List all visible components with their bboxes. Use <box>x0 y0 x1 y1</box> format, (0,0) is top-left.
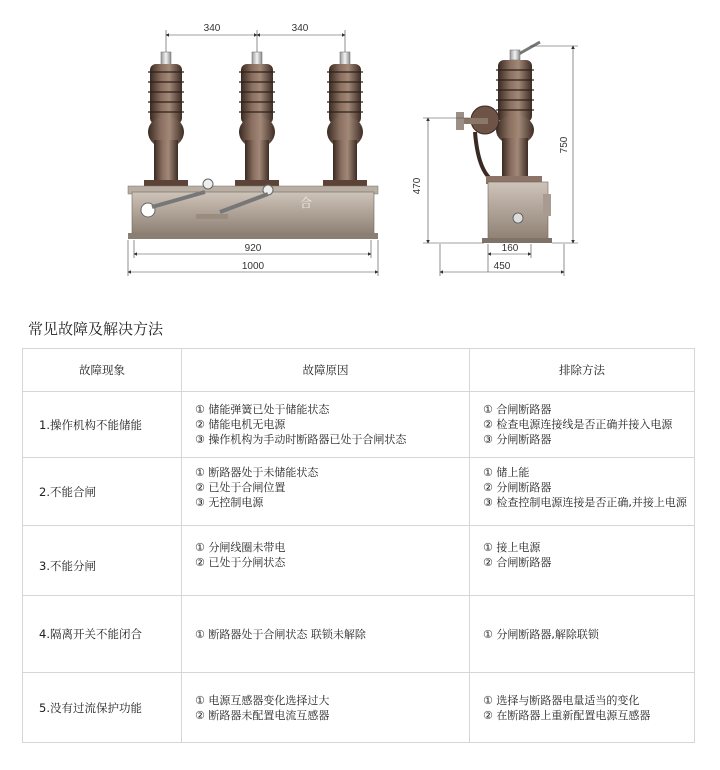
dim-phase-left: 340 <box>203 23 221 34</box>
remedy-cell <box>470 596 695 673</box>
front-view <box>128 23 378 276</box>
table-row <box>23 673 695 743</box>
remedy-line: ③ 分闸断路器 <box>483 433 552 446</box>
remedy-line: ② 检查电源连接线是否正确并接入电源 <box>483 418 673 431</box>
cause-line: ③ 无控制电源 <box>195 496 264 509</box>
cause-cell <box>182 673 470 743</box>
cause-line: ① 断路器处于未储能状态 <box>195 466 319 479</box>
insulator-pole <box>235 52 279 190</box>
remedy-cell <box>470 458 695 526</box>
dim-phase-right: 340 <box>291 23 309 34</box>
remedy-line: ① 分闸断路器,解除联锁 <box>483 627 599 641</box>
cause-cell <box>182 526 470 596</box>
table-header-row <box>23 349 695 392</box>
cause-line: ② 已处于分闸状态 <box>195 556 286 569</box>
cause-cell <box>182 596 470 673</box>
cause-line: ③ 操作机构为手动时断路器已处于合闸状态 <box>195 433 407 446</box>
remedy-line: ① 合闸断路器 <box>483 403 552 416</box>
insulator-pole <box>323 52 367 190</box>
remedy-line: ① 选择与断路器电量适当的变化 <box>483 693 640 707</box>
remedy-line: ② 分闸断路器 <box>483 481 552 494</box>
dim-bottom-small: 160 <box>501 243 519 254</box>
symptom-cell: 4.隔离开关不能闭合 <box>23 596 182 673</box>
cause-line: ② 断路器未配置电流互感器 <box>195 708 330 722</box>
table-row <box>23 392 695 458</box>
cause-line: ② 已处于合闸位置 <box>195 481 286 494</box>
technical-drawing <box>0 0 720 300</box>
cause-line: ② 储能电机无电源 <box>195 418 286 431</box>
remedy-line: ③ 检查控制电源连接是否正确,并接上电源 <box>483 496 687 509</box>
nameplate-text: 合 <box>300 196 313 210</box>
remedy-cell <box>470 673 695 743</box>
table-row <box>23 596 695 673</box>
dim-height-mid: 470 <box>412 177 423 195</box>
dim-overall-width: 1000 <box>241 261 265 272</box>
table-row <box>23 526 695 596</box>
remedy-line: ① 接上电源 <box>483 541 541 554</box>
dim-bottom-overall: 450 <box>493 261 511 272</box>
symptom-cell: 3.不能分闸 <box>23 526 182 596</box>
dim-base-width: 920 <box>244 243 262 254</box>
insulator-pole <box>144 52 188 190</box>
cause-line: ① 断路器处于合闸状态 联锁未解除 <box>195 627 366 641</box>
cause-line: ① 分闸线圈未带电 <box>195 541 286 554</box>
symptom-cell: 1.操作机构不能储能 <box>23 392 182 458</box>
cause-cell <box>182 392 470 458</box>
remedy-line: ② 在断路器上重新配置电源互感器 <box>483 708 651 722</box>
remedy-cell <box>470 526 695 596</box>
cause-line: ① 储能弹簧已处于储能状态 <box>195 403 330 416</box>
section-title: 常见故障及解决方法 <box>28 320 164 338</box>
symptom-cell: 5.没有过流保护功能 <box>23 673 182 743</box>
side-view <box>412 42 578 276</box>
remedy-cell <box>470 392 695 458</box>
table-row <box>23 458 695 526</box>
symptom-cell: 2.不能合闸 <box>23 458 182 526</box>
cause-line: ① 电源互感器变化选择过大 <box>195 693 330 707</box>
header-remedy: 排除方法 <box>470 349 695 392</box>
header-cause: 故障原因 <box>182 349 470 392</box>
header-symptom: 故障现象 <box>23 349 182 392</box>
fault-table <box>22 348 695 743</box>
dim-height-total: 750 <box>559 136 570 154</box>
remedy-line: ② 合闸断路器 <box>483 556 552 569</box>
remedy-line: ① 储上能 <box>483 466 530 479</box>
cause-cell <box>182 458 470 526</box>
